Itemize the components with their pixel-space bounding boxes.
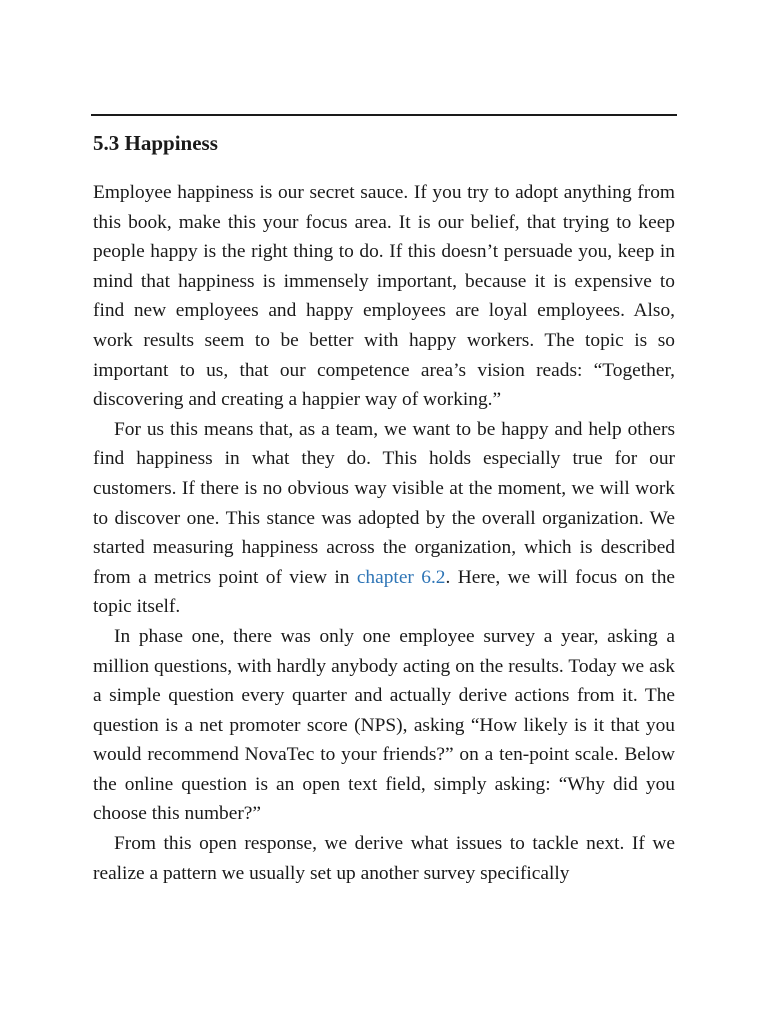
- section-heading: 5.3 Happiness: [93, 131, 218, 155]
- paragraph-2-end: . Here, we will focus on the topic itself.: [93, 566, 675, 618]
- top-rule: [91, 114, 677, 116]
- paragraph-4: From this open response, we derive what issues to tackle next. If we realize a pattern we usually set up another survey specifically: [93, 833, 675, 884]
- paragraph-2: [93, 415, 675, 622]
- body-text: [93, 178, 675, 888]
- paragraph-2-start: For us this means that, as a team, we want to be happy and help others find happiness in what they do. This holds especially true for our customers. If there is no obvious way visible at the moment, we will work to discover one. This stance was adopted by the overall organization. We started measuring happiness across the organization, which is described from a metrics point of view in: [93, 418, 675, 588]
- paragraph-3: In phase one, there was only one employee survey a year, asking a million questions, with hardly anybody acting on the results. Today we ask a simple question every quarter and actually derive actions from it. The question is a net promoter score (NPS), asking “How likely is it that you would recommend NovaTec to your friends?” on a ten-point scale. Below the online question is an open text field, simply asking: “Why did you choose this number?”: [93, 625, 675, 825]
- chapter-link[interactable]: chapter 6.2: [356, 566, 446, 588]
- paragraph-1: Employee happiness is our secret sauce. If you try to adopt anything from this book, make this your focus area. It is our belief, that trying to keep people happy is the right thing to do. If this doesn’t persuade you, keep in mind that happiness is immensely important, because it is expensive to find new employees and happy employees are loyal employees. Also, work results seem to be better with happy workers. The topic is so important to us, that our competence area’s vision reads: “Together, discovering and creating a happier way of working.”: [93, 182, 675, 411]
